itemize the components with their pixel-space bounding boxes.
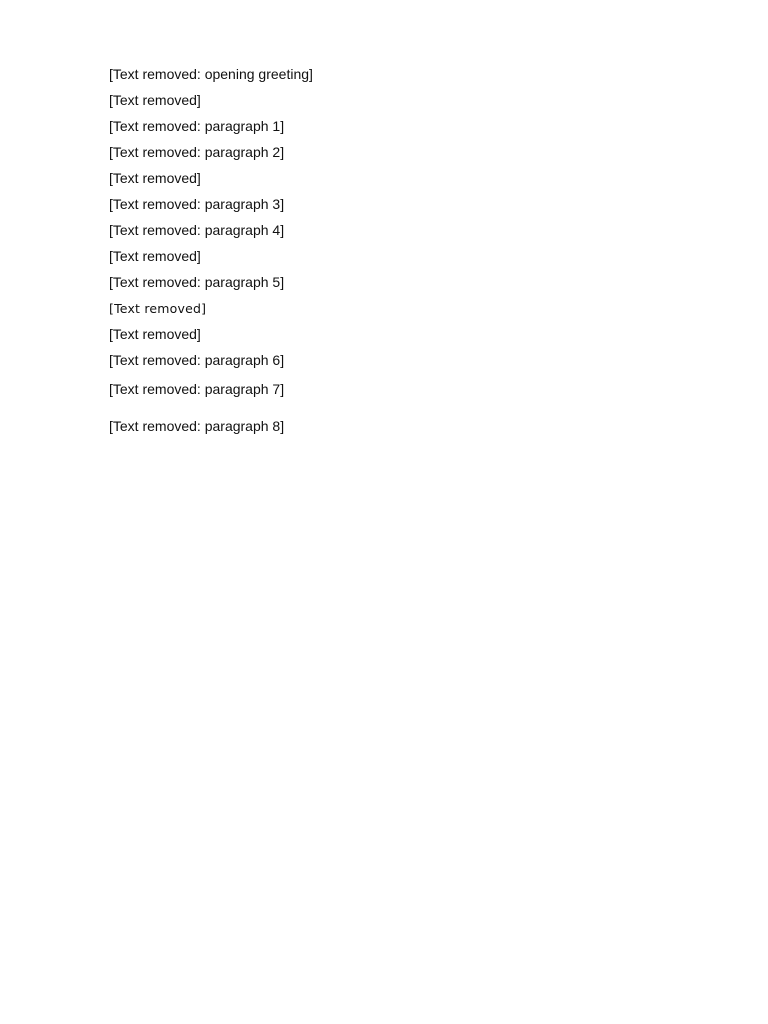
document-page <box>109 66 675 446</box>
paragraph-3: [Text removed: paragraph 1] <box>109 118 285 134</box>
paragraph-6: [Text removed: paragraph 3] <box>109 196 285 212</box>
paragraph-13: [Text removed: paragraph 7] <box>109 381 285 397</box>
paragraph-14: [Text removed: paragraph 8] <box>109 418 285 434</box>
paragraph-8: [Text removed] <box>109 248 201 264</box>
paragraph-5: [Text removed] <box>109 170 201 186</box>
paragraph-11: [Text removed] <box>109 326 201 342</box>
paragraph-4: [Text removed: paragraph 2] <box>109 144 285 160</box>
paragraph-7: [Text removed: paragraph 4] <box>109 222 285 238</box>
paragraph-10: [Text removed] <box>109 301 207 316</box>
paragraph-9: [Text removed: paragraph 5] <box>109 274 285 290</box>
paragraph-12: [Text removed: paragraph 6] <box>109 352 285 368</box>
paragraph-2: [Text removed] <box>109 92 201 108</box>
paragraph-1: [Text removed: opening greeting] <box>109 66 313 82</box>
